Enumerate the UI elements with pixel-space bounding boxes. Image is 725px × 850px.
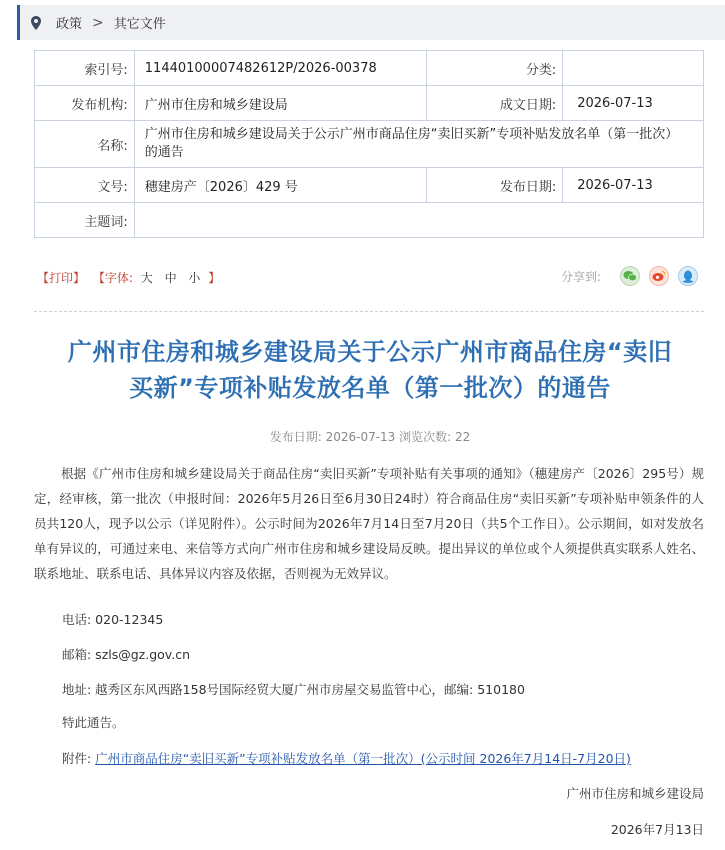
article-title-line-2: 买新”专项补贴发放名单（第一批次）的通告 <box>129 374 611 402</box>
breadcrumb <box>17 5 725 40</box>
written-date-value: 2026-07-13 <box>563 86 704 121</box>
docno-value: 穗建房产〔2026〕429 号 <box>134 168 426 203</box>
article-paragraph: 根据《广州市住房和城乡建设局关于商品住房“卖旧买新”专项补贴有关事项的通知》（穗建房产〔2026〕295号）规定，经审核，第一批次（申报时间：2026年5月26日至6月30日24时）符合商品住房“卖旧买新”专项补贴申领条件的人员共120人，现予以公示（详见附件）。公示时间为2026年7月14日至7月20日（共5个工作日）。公示期间，如对发放名单有异议的，可通过来电、来信等方式向广州市住房和城乡建设局反映。提出异议的单位或个人须提供真实联系人姓名、联系地址、联系电话、具体异议内容及依据，否则视为无效异议。 <box>34 466 704 581</box>
closing-text: 特此通告。 <box>62 715 125 730</box>
category-label: 分类: <box>426 51 563 86</box>
print-button[interactable]: 【打印】 <box>37 271 86 285</box>
font-size-prefix: 【字体: <box>92 271 133 285</box>
publish-date-value: 2026-07-13 <box>563 168 704 203</box>
chevron-right-icon: > <box>92 14 104 31</box>
font-medium-button[interactable]: 中 <box>164 271 177 285</box>
sign-date: 2026年7月13日 <box>610 822 704 837</box>
attachment-link[interactable]: 广州市商品住房“卖旧买新”专项补贴发放名单（第一批次）(公示时间 2026年7月14日-7月20日) <box>95 751 631 766</box>
article-tools <box>34 266 704 288</box>
name-value: 广州市住房和城乡建设局关于公示广州市商品住房“卖旧买新”专项补贴发放名单（第一批次）的通告 <box>134 121 703 168</box>
wechat-icon[interactable] <box>620 266 640 286</box>
article-body <box>34 461 704 586</box>
share-label: 分享到: <box>560 269 601 284</box>
category-value <box>563 51 704 86</box>
font-large-button[interactable]: 大 <box>140 271 153 285</box>
contact-phone: 电话: 020-12345 <box>62 612 164 627</box>
publisher-label: 发布机构: <box>35 86 135 121</box>
location-pin-icon <box>24 16 48 30</box>
contact-email: 邮箱: szls@gz.gov.cn <box>62 647 190 662</box>
breadcrumb-item-other-docs[interactable]: 其它文件 <box>113 17 166 32</box>
name-label: 名称: <box>35 121 135 168</box>
contact-address: 地址: 越秀区东风西路158号国际经贸大厦广州市房屋交易监管中心，邮编: 510180 <box>62 682 525 697</box>
keywords-label: 主题词: <box>35 203 135 238</box>
weibo-icon[interactable] <box>649 266 669 286</box>
qq-icon[interactable] <box>678 266 698 286</box>
document-meta-table <box>34 50 704 238</box>
index-label: 索引号: <box>35 51 135 86</box>
attachment <box>62 749 631 767</box>
font-small-button[interactable]: 小 <box>188 271 201 285</box>
breadcrumb-item-policy[interactable]: 政策 <box>56 17 83 32</box>
keywords-value <box>134 203 703 238</box>
index-value: 11440100007482612P/2026-00378 <box>134 51 426 86</box>
divider <box>34 311 704 312</box>
publisher-value: 广州市住房和城乡建设局 <box>134 86 426 121</box>
docno-label: 文号: <box>35 168 135 203</box>
signer: 广州市住房和城乡建设局 <box>566 786 704 801</box>
article-publish-info: 发布日期: 2026-07-13 浏览次数: 22 <box>269 430 471 444</box>
written-date-label: 成文日期: <box>426 86 563 121</box>
publish-date-label: 发布日期: <box>426 168 563 203</box>
attachment-label: 附件: <box>62 751 96 766</box>
article-title-line-1: 广州市住房和城乡建设局关于公示广州市商品住房“卖旧 <box>67 338 673 366</box>
font-size-suffix: 】 <box>208 271 221 285</box>
